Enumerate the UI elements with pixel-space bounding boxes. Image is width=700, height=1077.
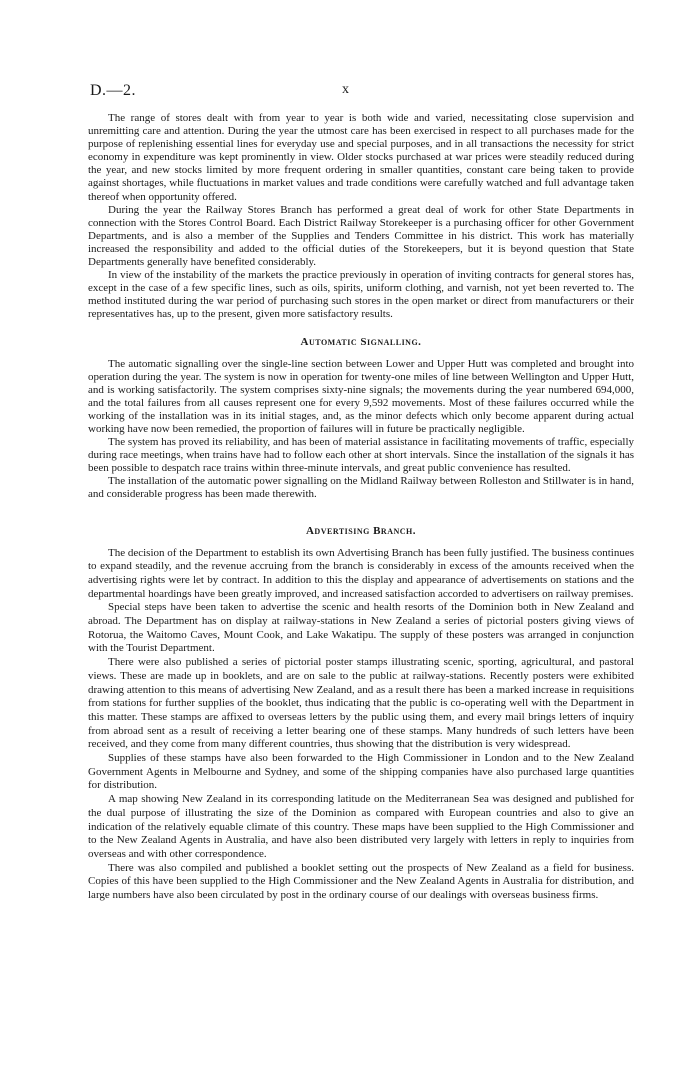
section-railway-stores: [88, 112, 634, 322]
paragraph: There was also compiled and published a booklet setting out the prospects of New Zealand as a field for business. Copies of this have been supplied to the High Commissioner and the New Zealand Agents in Australia for distribution, and large numbers have also been circulated by post in the ordinary course of our dealings with overseas business firms.: [88, 861, 634, 902]
document-reference: D.—2.: [90, 82, 137, 99]
section-advertising-branch: [88, 525, 634, 903]
paragraph: Supplies of these stamps have also been forwarded to the High Commissioner in London and to the New Zealand Government Agents in Melbourne and Sydney, and some of the shipping companies have also purchased large quantities for distribution.: [88, 752, 634, 792]
page-body: [88, 112, 634, 903]
paragraph: A map showing New Zealand in its corresponding latitude on the Mediterranean Sea was designed and published for the dual purpose of illustrating the size of the Dominion as compared with European countries and also to give an indication of the relatively equable climate of this country. These maps have been supplied to the High Commissioner and to the New Zealand Agents in Australia, and have also been distributed very largely with letters in reply to inquiries from overseas and with other correspondence.: [88, 793, 634, 860]
paragraph: The installation of the automatic power signalling on the Midland Railway between Rolleston and Stillwater is in hand, and considerable progress has been made therewith.: [88, 475, 634, 501]
section-heading: Advertising Branch.: [305, 524, 416, 537]
paragraph: The range of stores dealt with from year to year is both wide and varied, necessitating close supervision and unremitting care and attention. During the year the utmost care has been exercised in respect to all purchases made for the purpose of replenishing essential lines for everyday use and special purposes, and in all transactions the necessity for strict economy in expenditure was kept prominently in view. Older stocks purchased at war prices were steadily reduced during the year, and new stocks limited by more frequent ordering in smaller quantities, constant care being taken to provide against shortages, while fluctuations in market values and trade conditions were carefully watched and full advantage taken thereof when opportunity offered.: [88, 112, 634, 203]
paragraph: Special steps have been taken to advertise the scenic and health resorts of the Dominion both in New Zealand and abroad. The Department has on display at railway-stations in New Zealand a series of pictorial posters giving views of Rotorua, the Waitomo Caves, Mount Cook, and Lake Wakatipu. The supply of these posters was arranged in conjunction with the Tourist Department.: [88, 601, 634, 655]
paragraph: In view of the instability of the markets the practice previously in operation of inviting contracts for general stores has, except in the case of a few specific lines, such as oils, spirits, uniform clothing, and varnish, not yet been reverted to. The method instituted during the war period of purchasing such stores in the open market or direct from manufacturers or their representatives has, up to the present, given more satisfactory results.: [88, 269, 634, 321]
page-number: x: [342, 82, 349, 97]
paragraph: The automatic signalling over the single-line section between Lower and Upper Hutt was completed and brought into operation during the year. The system is now in operation for twenty-one miles of line between Wellington and Upper Hutt, and is working satisfactorily. The system comprises sixty-nine signals; the movements during the year numbered 694,000, and the total failures from all causes represent one for every 9,592 movements. Most of these failures occurred while the working of the installation was in its initial stages, and, as the minor defects which only become apparent during actual working have now been remedied, the proportion of failures will in future be practically negligible.: [88, 357, 634, 435]
paragraph: During the year the Railway Stores Branch has performed a great deal of work for other State Departments in connection with the Stores Control Board. Each District Railway Storekeeper is a purchasing officer for other Government Departments, and is also a member of the Supplies and Tenders Committee in his district. This work has materially increased the responsibility and added to the official duties of the Storekeepers, but it is beyond question that State Departments generally have benefited considerably.: [88, 203, 634, 269]
page-header: [90, 82, 630, 106]
paragraph: The decision of the Department to establish its own Advertising Branch has been fully justified. The business continues to expand steadily, and the revenue accruing from the branch is considerably in excess of the amounts received when the advertising rights were let by contract. In addition to this the display and appearance of advertisements on stations and the departmental hoardings have been greatly improved, and increased satisfaction accorded to advertisers on railway premises.: [88, 546, 634, 600]
paragraph: The system has proved its reliability, and has been of material assistance in facilitating movements of traffic, especially during race meetings, when trains have had to follow each other at short intervals. Since the installation of the signals it has been possible to despatch race trains within three-minute intervals, and great public convenience has resulted.: [88, 436, 634, 475]
section-automatic-signalling: [88, 336, 634, 502]
section-heading: Automatic Signalling.: [300, 335, 422, 348]
paragraph: There were also published a series of pictorial poster stamps illustrating scenic, sporting, agricultural, and pastoral views. These are made up in booklets, and are on sale to the public at railway-stations. Recently posters were exhibited drawing attention to this means of advertising New Zealand, and as a result there has been a marked increase in requisitions from stations for further supplies of the booklet, thus indicating that the public is co-operating well with the Department in this matter. These stamps are affixed to overseas letters by the public using them, and every mail brings letters of inquiry from abroad sent as a result of receiving a letter bearing one of these stamps. Many hundreds of such letters have been received, and they come from many different countries, thus showing that the distribution is very widespread.: [88, 656, 634, 751]
